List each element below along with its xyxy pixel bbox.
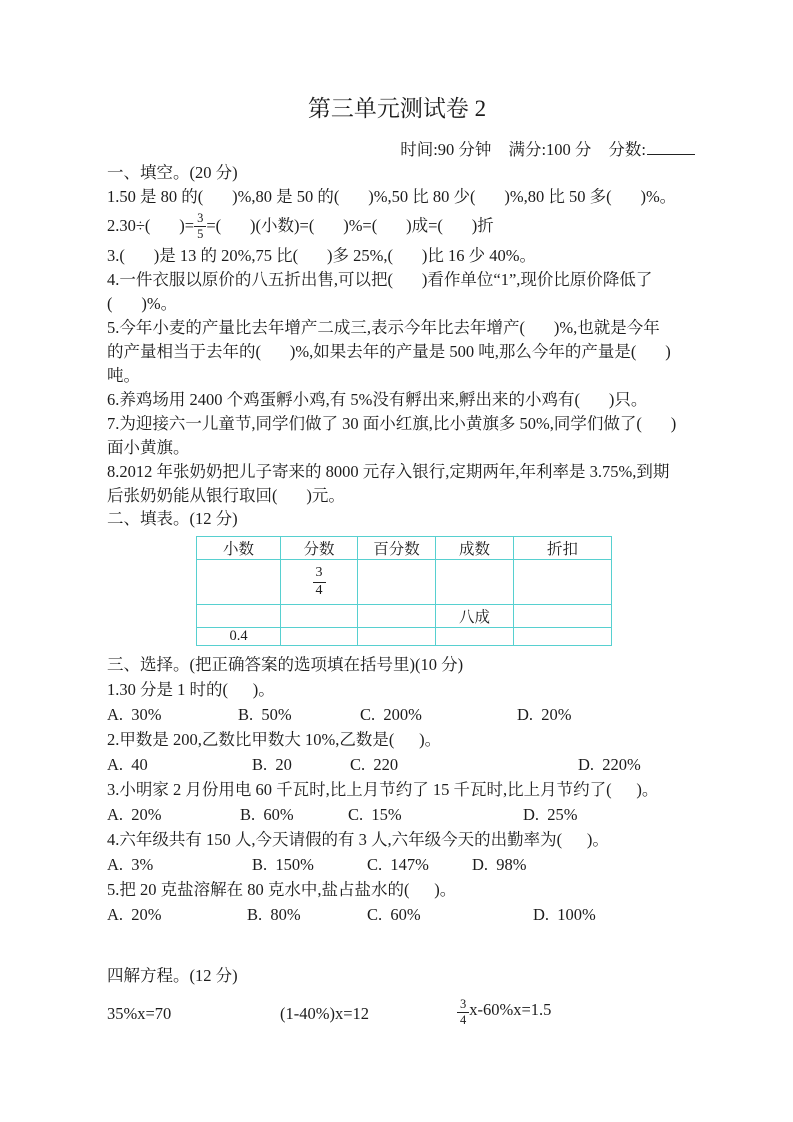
equation-2: (1-40%)x=12 bbox=[280, 1004, 370, 1023]
empty-cell bbox=[514, 628, 612, 646]
fraction-denominator: 5 bbox=[197, 227, 204, 242]
choice-q1-stem: 1.30 分是 1 时的( )。 bbox=[107, 680, 275, 699]
fraction-numerator: 3 bbox=[313, 566, 326, 583]
col-header-percent: 百分数 bbox=[358, 537, 436, 560]
equations-row bbox=[107, 997, 727, 1039]
fill-q7-line1: 7.为迎接六一儿童节,同学们做了 30 面小红旗,比小黄旗多 50%,同学们做了( ) bbox=[107, 414, 677, 434]
conversion-table-wrap bbox=[196, 536, 727, 646]
empty-cell bbox=[514, 605, 612, 628]
option-d: D. 20% bbox=[517, 705, 572, 724]
fill-q4-line2: ( )%。 bbox=[107, 294, 178, 314]
option-a: A. 30% bbox=[107, 705, 162, 724]
section-fill-table-heading: 二、填表。(12 分) bbox=[107, 509, 238, 528]
fill-q8-line1: 8.2012 年张奶奶把儿子寄来的 8000 元存入银行,定期两年,年利率是 3.75%,到期 bbox=[107, 462, 670, 482]
section-fill-table bbox=[107, 506, 727, 646]
option-c: C. 200% bbox=[360, 705, 422, 724]
fill-q1: 1.50 是 80 的( )%,80 是 50 的( )%,50 比 80 少( )%,80 比 50 多( )%。 bbox=[107, 187, 677, 206]
choice-q3-options bbox=[107, 802, 727, 827]
choice-q3-stem: 3.小明家 2 月份用电 60 千瓦时,比上月节约了 15 千瓦时,比上月节约了( )。 bbox=[107, 780, 659, 799]
meta-full-score: 满分:100 分 bbox=[508, 140, 592, 159]
option-a: A. 40 bbox=[107, 755, 148, 774]
option-c: C. 220 bbox=[350, 755, 399, 774]
fraction-denominator: 4 bbox=[315, 582, 323, 598]
fill-q5-line3: 吨。 bbox=[107, 366, 140, 386]
conversion-table bbox=[196, 536, 612, 646]
fill-q3: 3.( )是 13 的 20%,75 比( )多 25%,( )比 16 少 40%。 bbox=[107, 246, 536, 266]
empty-cell bbox=[358, 560, 436, 605]
option-d: D. 25% bbox=[523, 805, 578, 824]
section-choice-heading: 三、选择。(把正确答案的选项填在括号里)(10 分) bbox=[107, 655, 464, 674]
fill-q8-line2: 后张奶奶能从银行取回( )元。 bbox=[107, 486, 345, 506]
empty-cell bbox=[436, 560, 514, 605]
section-fill-in bbox=[107, 160, 727, 508]
fraction-numerator: 3 bbox=[457, 998, 469, 1013]
table-row-decimal bbox=[197, 628, 612, 646]
choice-q5-stem: 5.把 20 克盐溶解在 80 克水中,盐占盐水的( )。 bbox=[107, 880, 457, 899]
option-c: C. 60% bbox=[367, 905, 421, 924]
choice-q4-stem: 4.六年级共有 150 人,今天请假的有 3 人,六年级今天的出勤率为( )。 bbox=[107, 830, 609, 849]
col-header-fraction: 分数 bbox=[281, 537, 358, 560]
option-d: D. 98% bbox=[472, 855, 527, 874]
exam-meta bbox=[107, 136, 695, 160]
fraction-numerator: 3 bbox=[194, 212, 206, 227]
table-row-fraction bbox=[197, 560, 612, 605]
fill-q6: 6.养鸡场用 2400 个鸡蛋孵小鸡,有 5%没有孵出来,孵出来的小鸡有( )只。 bbox=[107, 390, 648, 410]
col-header-decimal: 小数 bbox=[197, 537, 281, 560]
fill-q2-prefix: 2.30÷( )= bbox=[107, 216, 195, 236]
section-equations bbox=[107, 963, 727, 1039]
fill-q4-line1: 4.一件衣服以原价的八五折出售,可以把( )看作单位“1”,现价比原价降低了 bbox=[107, 270, 653, 290]
fill-q5-line2: 的产量相当于去年的( )%,如果去年的产量是 500 吨,那么今年的产量是( ) bbox=[107, 342, 671, 362]
empty-cell bbox=[358, 628, 436, 646]
empty-cell bbox=[197, 560, 281, 605]
option-d: D. 100% bbox=[533, 905, 596, 924]
option-c: C. 15% bbox=[348, 805, 402, 824]
choice-q1-options bbox=[107, 702, 727, 727]
fill-q2 bbox=[107, 209, 727, 244]
section-equations-heading: 四解方程。(12 分) bbox=[107, 966, 238, 985]
option-d: D. 220% bbox=[578, 755, 641, 774]
choice-q4-options bbox=[107, 852, 727, 877]
cell-decimal: 0.4 bbox=[197, 628, 281, 646]
option-b: B. 20 bbox=[252, 755, 292, 774]
table-row-chengshu bbox=[197, 605, 612, 628]
equation-1: 35%x=70 bbox=[107, 1004, 172, 1023]
meta-score-label: 分数: bbox=[608, 140, 646, 159]
section-choice bbox=[107, 652, 727, 927]
empty-cell bbox=[197, 605, 281, 628]
empty-cell bbox=[514, 560, 612, 605]
empty-cell bbox=[281, 628, 358, 646]
score-blank-line bbox=[647, 150, 695, 155]
equation-3 bbox=[457, 998, 551, 1027]
table-header-row bbox=[197, 537, 612, 560]
option-b: B. 50% bbox=[238, 705, 292, 724]
fraction-denominator: 4 bbox=[460, 1013, 467, 1028]
section-fill-in-heading: 一、填空。(20 分) bbox=[107, 163, 238, 182]
col-header-discount: 折扣 bbox=[514, 537, 612, 560]
page-title: 第三单元测试卷 2 bbox=[307, 96, 487, 121]
meta-time: 时间:90 分钟 bbox=[400, 140, 492, 159]
cell-chengshu: 八成 bbox=[436, 605, 514, 628]
empty-cell bbox=[436, 628, 514, 646]
empty-cell bbox=[281, 605, 358, 628]
equation-3-rest: x-60%x=1.5 bbox=[469, 1000, 552, 1020]
option-b: B. 60% bbox=[240, 805, 294, 824]
fraction-3-5 bbox=[194, 212, 206, 241]
option-b: B. 150% bbox=[252, 855, 314, 874]
choice-q2-stem: 2.甲数是 200,乙数比甲数大 10%,乙数是( )。 bbox=[107, 730, 442, 749]
choice-q2-options bbox=[107, 752, 727, 777]
option-a: A. 20% bbox=[107, 805, 162, 824]
fill-q5-line1: 5.今年小麦的产量比去年增产二成三,表示今年比去年增产( )%,也就是今年 bbox=[107, 318, 660, 338]
cell-fraction-3-4 bbox=[281, 560, 358, 605]
col-header-chengshu: 成数 bbox=[436, 537, 514, 560]
empty-cell bbox=[358, 605, 436, 628]
fraction-3-4 bbox=[457, 998, 469, 1027]
choice-q5-options bbox=[107, 902, 727, 927]
option-a: A. 20% bbox=[107, 905, 162, 924]
option-b: B. 80% bbox=[247, 905, 301, 924]
option-c: C. 147% bbox=[367, 855, 429, 874]
option-a: A. 3% bbox=[107, 855, 154, 874]
fraction-3-4 bbox=[313, 566, 326, 598]
fill-q2-suffix: =( )(小数)=( )%=( )成=( )折 bbox=[206, 216, 494, 236]
fill-q7-line2: 面小黄旗。 bbox=[107, 438, 190, 458]
